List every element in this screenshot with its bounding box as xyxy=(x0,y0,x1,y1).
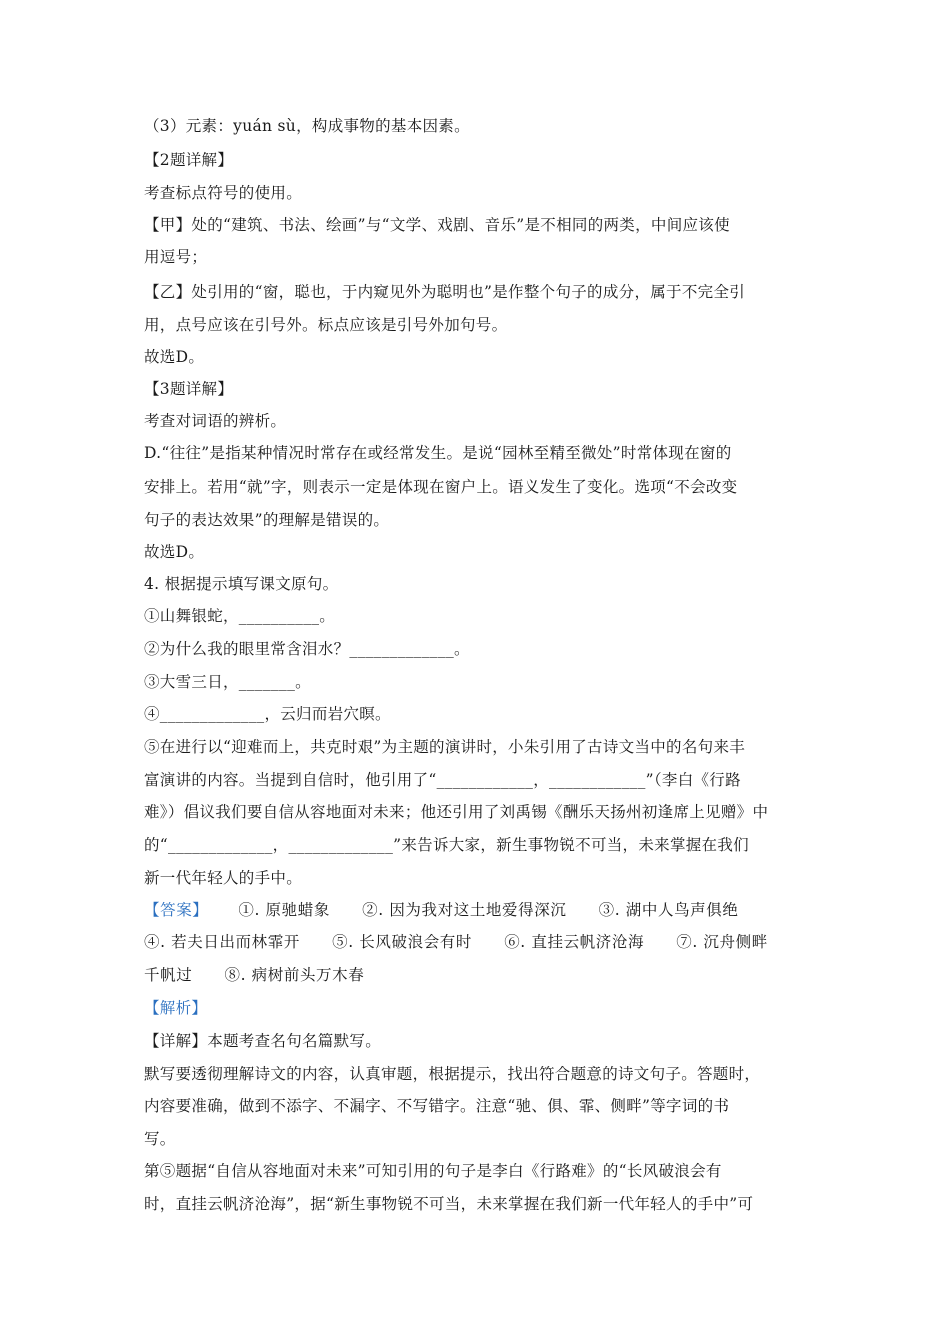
explanation-line: 时，直挂云帆济沧海”，据“新生事物锐不可当，未来掌握在我们新一代年轻人的手中”可 xyxy=(144,1195,754,1213)
text-line: 故选D。 xyxy=(144,348,205,366)
question-item: 新一代年轻人的手中。 xyxy=(144,869,303,887)
explanation-line: 写。 xyxy=(144,1130,176,1148)
question-title: 4. 根据提示填写课文原句。 xyxy=(144,575,339,593)
question-item: ③大雪三日，_______。 xyxy=(144,673,311,691)
text-line: 【甲】处的“建筑、书法、绘画”与“文学、戏剧、音乐”是不相同的两类，中间应该使 xyxy=(144,216,730,234)
answer-line: 千帆过 ⑧. 病树前头万木春 xyxy=(144,966,365,984)
text-line: 安排上。若用“就”字，则表示一定是体现在窗户上。语义发生了变化。选项“不会改变 xyxy=(144,478,738,496)
text-line: 考查对词语的辨析。 xyxy=(144,412,287,430)
text-line: 句子的表达效果”的理解是错误的。 xyxy=(144,511,390,529)
section-heading: 【2题详解】 xyxy=(144,151,234,169)
explanation-label-text: 【解析】 xyxy=(144,999,208,1017)
question-item: 的“_____________，_____________”来告诉大家，新生事物锐不可当，未来掌握在我们 xyxy=(144,836,749,854)
question-item: 难》）倡议我们要自信从容地面对未来；他还引用了刘禹锡《酬乐天扬州初逢席上见赠》中 xyxy=(144,803,769,821)
explanation-label xyxy=(144,998,814,1018)
text-line: （3）元素：yuán sù，构成事物的基本因素。 xyxy=(144,117,470,135)
text-line: 用逗号； xyxy=(144,248,208,266)
answer-text: ①. 原驰蜡象 ②. 因为我对这土地爱得深沉 ③. 湖中人鸟声俱绝 xyxy=(238,901,739,919)
text-line: 故选D。 xyxy=(144,543,205,561)
question-item: ⑤在进行以“迎难而上，共克时艰”为主题的演讲时，小朱引用了古诗文当中的名句来丰 xyxy=(144,738,746,756)
question-item: ②为什么我的眼里常含泪水？_____________。 xyxy=(144,640,470,658)
explanation-line: 第⑤题据“自信从容地面对未来”可知引用的句子是李白《行路难》的“长风破浪会有 xyxy=(144,1162,722,1180)
question-item: ①山舞银蛇，__________。 xyxy=(144,607,336,625)
text-line: 考查标点符号的使用。 xyxy=(144,184,303,202)
answer-label: 【答案】 xyxy=(144,901,209,919)
text-line: 【乙】处引用的“窗，聪也，于内窥见外为聪明也”是作整个句子的成分，属于不完全引 xyxy=(144,283,746,301)
question-item: 富演讲的内容。当提到自信时，他引用了“____________，____________”（李白《行路 xyxy=(144,771,741,789)
explanation-line: 默写要透彻理解诗文的内容，认真审题，根据提示，找出符合题意的诗文句子。答题时， xyxy=(144,1065,761,1083)
question-item: ④_____________，云归而岩穴暝。 xyxy=(144,705,391,723)
answer-line: ④. 若夫日出而林霏开 ⑤. 长风破浪会有时 ⑥. 直挂云帆济沧海 ⑦. 沉舟侧畔 xyxy=(144,933,768,951)
explanation-line: 内容要准确，做到不添字、不漏字、不写错字。注意“驰、俱、霏、侧畔”等字词的书 xyxy=(144,1097,730,1115)
explanation-line: 【详解】本题考查名句名篇默写。 xyxy=(144,1032,382,1050)
text-line: D.“往往”是指某种情况时常存在或经常发生。是说“园林至精至微处”时常体现在窗的 xyxy=(144,444,732,462)
answer-line xyxy=(144,900,814,920)
section-heading: 【3题详解】 xyxy=(144,380,234,398)
text-line: 用，点号应该在引号外。标点应该是引号外加句号。 xyxy=(144,316,508,334)
